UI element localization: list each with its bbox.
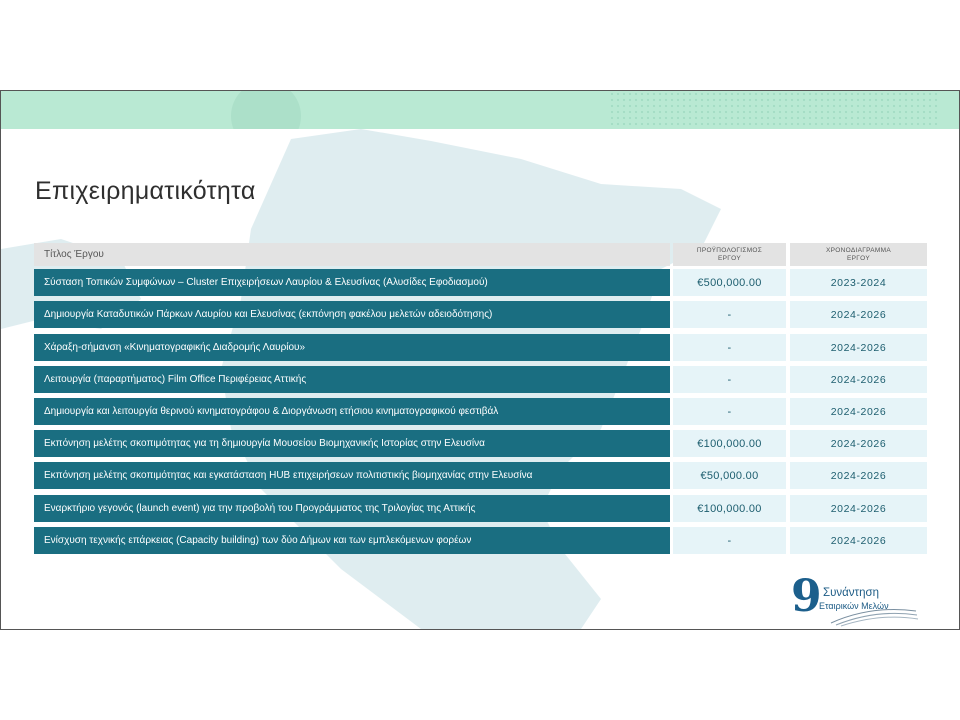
schedule-cell: 2023-2024 <box>790 269 927 296</box>
logo-swirl-icon <box>791 575 921 627</box>
schedule-cell: 2024-2026 <box>790 495 927 522</box>
schedule-cell: 2024-2026 <box>790 334 927 361</box>
decorative-dots <box>609 91 939 129</box>
budget-cell: - <box>673 301 786 328</box>
top-decorative-band <box>1 91 959 129</box>
budget-header-line2: ΕΡΓΟΥ <box>718 254 741 262</box>
budget-cell: - <box>673 398 786 425</box>
budget-cell: €100,000.00 <box>673 495 786 522</box>
decorative-shape <box>231 91 301 129</box>
schedule-header-line1: ΧΡΟΝΟΔΙΑΓΡΑΜΜΑ <box>826 246 891 254</box>
slide-title: Επιχειρηματικότητα <box>35 177 256 205</box>
logo-number: 9 <box>791 571 822 622</box>
schedule-cell: 2024-2026 <box>790 462 927 489</box>
project-title-cell: Εναρκτήριο γεγονός (launch event) για την προβολή του Προγράμματος της Τριλογίας της Αττικής <box>34 495 670 522</box>
schedule-cell: 2024-2026 <box>790 366 927 393</box>
column-header-budget <box>673 243 786 266</box>
logo-line2: Εταιρικών Μελών <box>819 601 889 611</box>
project-title-cell: Ενίσχυση τεχνικής επάρκειας (Capacity building) των δύο Δήμων και των εμπλεκόμενων φορέων <box>34 527 670 554</box>
budget-cell: - <box>673 527 786 554</box>
project-title-cell: Δημιουργία και λειτουργία θερινού κινηματογράφου & Διοργάνωση ετήσιου κινηματογραφικού φεστιβάλ <box>34 398 670 425</box>
column-header-project: Τίτλος Έργου <box>34 243 670 266</box>
schedule-cell: 2024-2026 <box>790 527 927 554</box>
project-title-cell: Εκπόνηση μελέτης σκοπιμότητας και εγκατάσταση HUB επιχειρήσεων πολιτιστικής βιομηχανίας στην Ελευσίνα <box>34 462 670 489</box>
budget-cell: €100,000.00 <box>673 430 786 457</box>
budget-header-line1: ΠΡΟΫΠΟΛΟΓΙΣΜΟΣ <box>696 246 763 254</box>
schedule-cell: 2024-2026 <box>790 301 927 328</box>
budget-cell: - <box>673 366 786 393</box>
project-title-cell: Λειτουργία (παραρτήματος) Film Office Περιφέρειας Αττικής <box>34 366 670 393</box>
schedule-cell: 2024-2026 <box>790 430 927 457</box>
schedule-cell: 2024-2026 <box>790 398 927 425</box>
budget-cell: - <box>673 334 786 361</box>
budget-cell: €500,000.00 <box>673 269 786 296</box>
project-title-cell: Δημιουργία Καταδυτικών Πάρκων Λαυρίου και Ελευσίνας (εκπόνηση φακέλου μελετών αδειοδότησης) <box>34 301 670 328</box>
event-logo <box>791 571 921 627</box>
project-title-cell: Εκπόνηση μελέτης σκοπιμότητας για τη δημιουργία Μουσείου Βιομηχανικής Ιστορίας στην Ελευσίνα <box>34 430 670 457</box>
project-title-cell: Σύσταση Τοπικών Συμφώνων – Cluster Επιχειρήσεων Λαυρίου & Ελευσίνας (Αλυσίδες Εφοδιασμού) <box>34 269 670 296</box>
presentation-slide <box>0 90 960 630</box>
column-header-schedule <box>790 243 927 266</box>
budget-cell: €50,000.00 <box>673 462 786 489</box>
project-title-cell: Χάραξη-σήμανση «Κινηματογραφικής Διαδρομής Λαυρίου» <box>34 334 670 361</box>
schedule-header-line2: ΕΡΓΟΥ <box>847 254 870 262</box>
logo-line1: Συνάντηση <box>823 587 879 599</box>
